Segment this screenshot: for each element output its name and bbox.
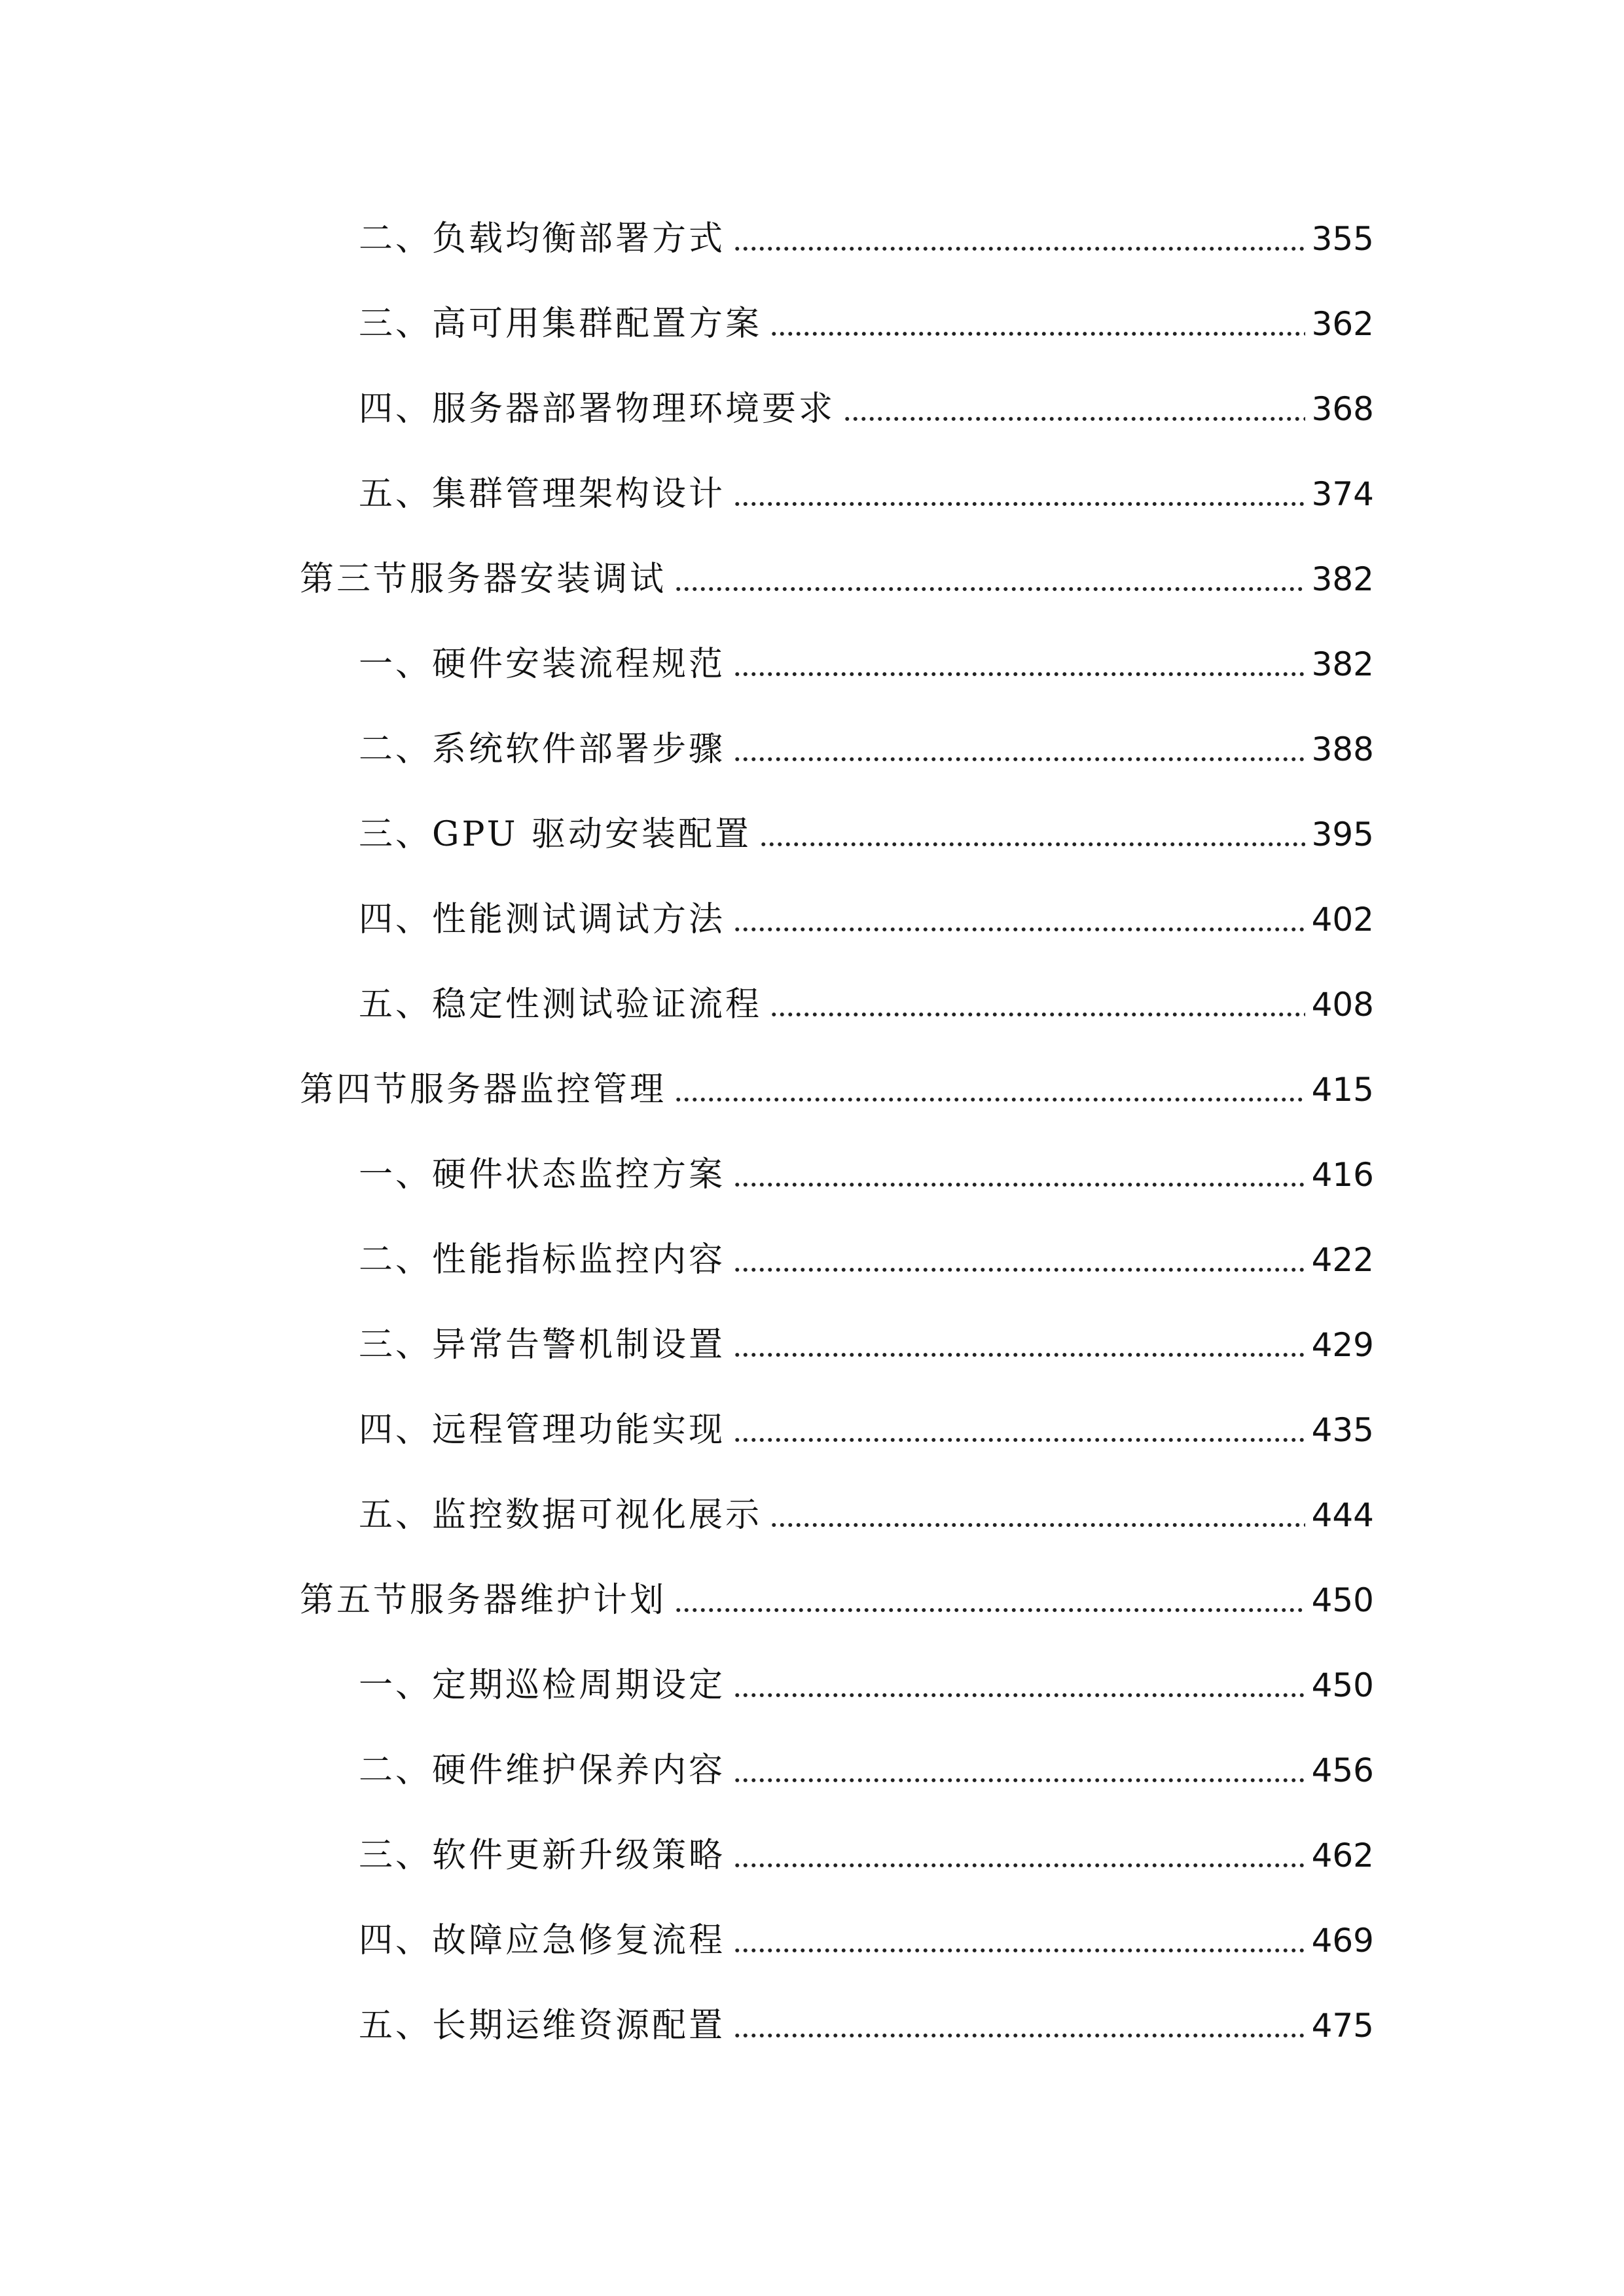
dot-leader (770, 1013, 1305, 1016)
toc-entry-title: 一、定期巡检周期设定 (359, 1666, 726, 1705)
toc-entry-page-number: 382 (1311, 645, 1374, 683)
toc-entry[interactable] (359, 213, 1374, 265)
dot-leader (770, 332, 1305, 336)
toc-entry[interactable] (359, 1319, 1374, 1371)
dot-leader (733, 1948, 1305, 1952)
toc-entry-page-number: 456 (1311, 1751, 1374, 1789)
toc-entry[interactable] (359, 978, 1374, 1031)
dot-leader (733, 757, 1305, 761)
toc-entry[interactable] (359, 1404, 1374, 1456)
toc-entry-page-number: 374 (1311, 475, 1374, 513)
toc-entry-title: 五、长期运维资源配置 (359, 2006, 726, 2045)
toc-entry-title: 四、服务器部署物理环境要求 (359, 389, 836, 429)
dot-leader (843, 417, 1305, 421)
toc-entry-page-number: 450 (1311, 1666, 1374, 1704)
toc-entry-title: 四、故障应急修复流程 (359, 1921, 726, 1960)
toc-entry-title: 第四节服务器监控管理 (300, 1070, 667, 1109)
dot-leader (674, 587, 1305, 591)
toc-entry-title: 二、系统软件部署步骤 (359, 730, 726, 769)
dot-leader (759, 842, 1305, 846)
toc-entry[interactable] (359, 893, 1374, 946)
toc-entry[interactable] (300, 1574, 1374, 1626)
toc-entry-title: 二、负载均衡部署方式 (359, 219, 726, 259)
toc-entry[interactable] (359, 1489, 1374, 1541)
toc-entry[interactable] (300, 1064, 1374, 1116)
toc-entry-page-number: 422 (1311, 1241, 1374, 1279)
toc-entry-title: 五、集群管理架构设计 (359, 475, 726, 514)
toc-entry-page-number: 368 (1311, 390, 1374, 428)
toc-entry[interactable] (359, 723, 1374, 776)
dot-leader (733, 1863, 1305, 1867)
dot-leader (733, 2034, 1305, 2037)
toc-entry-page-number: 475 (1311, 2007, 1374, 2045)
dot-leader (733, 1268, 1305, 1272)
toc-entry[interactable] (359, 1149, 1374, 1201)
toc-entry-page-number: 402 (1311, 901, 1374, 939)
toc-entry-page-number: 382 (1311, 560, 1374, 598)
toc-entry-page-number: 435 (1311, 1411, 1374, 1449)
toc-entry-title: 四、性能测试调试方法 (359, 900, 726, 939)
toc-entry-page-number: 462 (1311, 1837, 1374, 1874)
dot-leader (733, 247, 1305, 251)
toc-entry[interactable] (359, 383, 1374, 435)
toc-entry-title: 第五节服务器维护计划 (300, 1581, 667, 1620)
toc-entry-page-number: 415 (1311, 1071, 1374, 1109)
toc-entry-page-number: 416 (1311, 1156, 1374, 1194)
toc-entry[interactable] (359, 2000, 1374, 2052)
toc-entry-title: 三、高可用集群配置方案 (359, 304, 763, 344)
toc-entry-page-number: 388 (1311, 730, 1374, 768)
dot-leader (733, 927, 1305, 931)
toc-entry[interactable] (359, 468, 1374, 520)
toc-entry-title: 三、GPU 驱动安装配置 (359, 815, 751, 854)
toc-entry-page-number: 408 (1311, 986, 1374, 1024)
toc-entry[interactable] (359, 1659, 1374, 1712)
toc-entry[interactable] (359, 1914, 1374, 1967)
toc-entry-page-number: 444 (1311, 1496, 1374, 1534)
toc-entry-title: 第三节服务器安装调试 (300, 560, 667, 599)
toc-entry[interactable] (359, 1234, 1374, 1286)
dot-leader (733, 1183, 1305, 1187)
toc-entry[interactable] (359, 808, 1374, 861)
toc-entry[interactable] (300, 553, 1374, 605)
dot-leader (770, 1523, 1305, 1527)
dot-leader (733, 1353, 1305, 1357)
toc-entry-title: 五、监控数据可视化展示 (359, 1496, 763, 1535)
toc-entry-title: 二、硬件维护保养内容 (359, 1751, 726, 1790)
dot-leader (733, 502, 1305, 506)
dot-leader (674, 1098, 1305, 1102)
dot-leader (733, 1438, 1305, 1442)
toc-entry-title: 二、性能指标监控内容 (359, 1240, 726, 1280)
toc-entry-page-number: 469 (1311, 1922, 1374, 1960)
toc-entry-page-number: 429 (1311, 1326, 1374, 1364)
toc-entry-title: 一、硬件安装流程规范 (359, 645, 726, 684)
toc-entry[interactable] (359, 298, 1374, 350)
toc-entry-page-number: 450 (1311, 1581, 1374, 1619)
toc-entry-title: 三、异常告警机制设置 (359, 1325, 726, 1365)
toc-entry-page-number: 362 (1311, 305, 1374, 343)
toc-entry[interactable] (359, 1744, 1374, 1797)
toc-entry-title: 三、软件更新升级策略 (359, 1836, 726, 1875)
dot-leader (674, 1608, 1305, 1612)
toc-entry-title: 一、硬件状态监控方案 (359, 1155, 726, 1194)
toc-entry-page-number: 395 (1311, 816, 1374, 853)
toc-entry[interactable] (359, 1829, 1374, 1882)
dot-leader (733, 1778, 1305, 1782)
toc-entry-title: 五、稳定性测试验证流程 (359, 985, 763, 1024)
toc-entry-title: 四、远程管理功能实现 (359, 1410, 726, 1450)
toc-entry-page-number: 355 (1311, 220, 1374, 258)
dot-leader (733, 672, 1305, 676)
toc-entry[interactable] (359, 638, 1374, 691)
dot-leader (733, 1693, 1305, 1697)
